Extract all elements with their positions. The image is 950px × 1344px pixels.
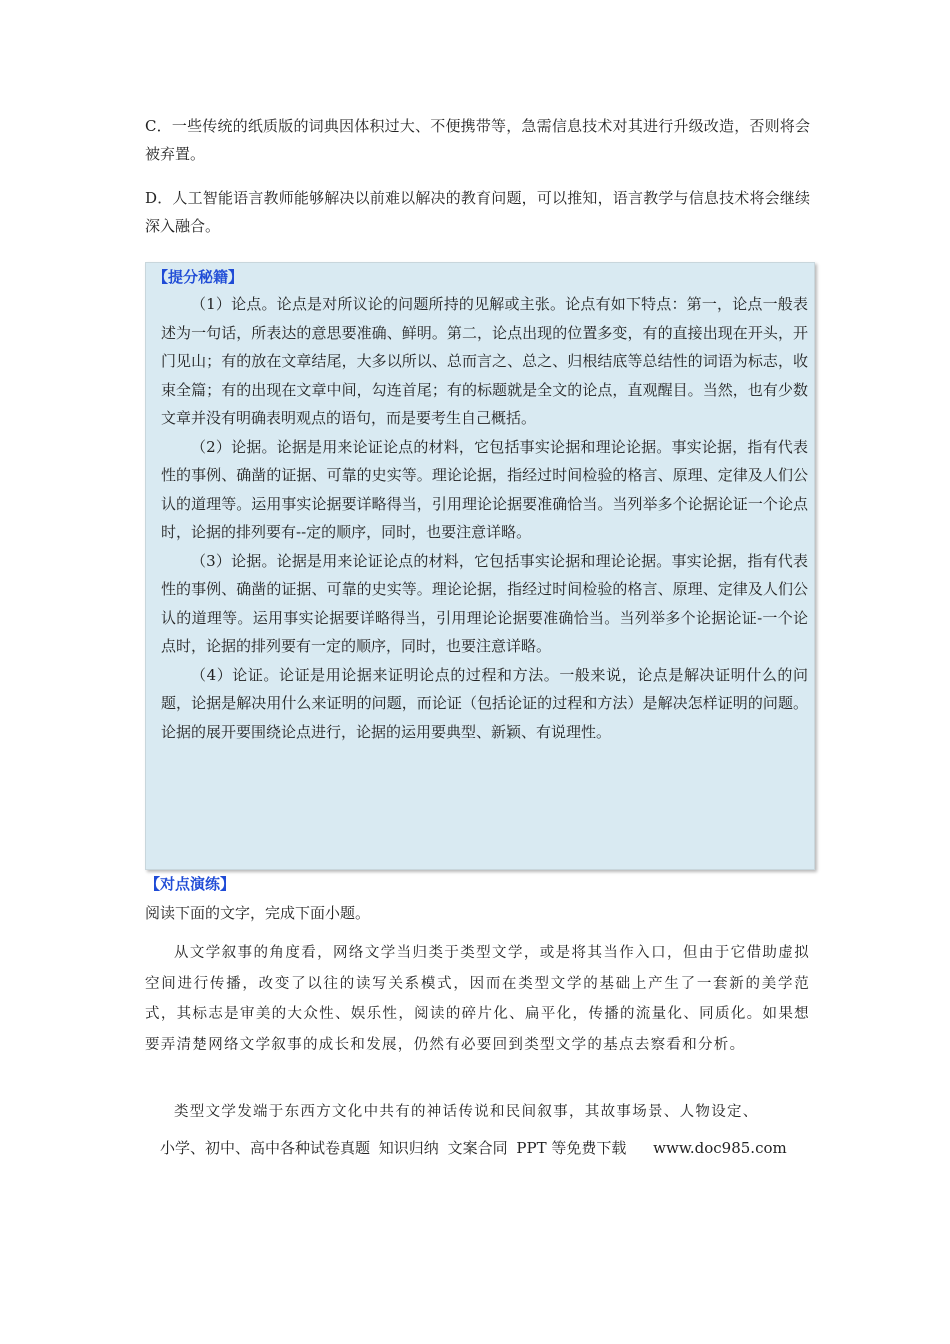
footer-item: 文案合同 xyxy=(447,1139,508,1157)
footer-item: 小学、初中、高中各种试卷真题 xyxy=(160,1139,371,1157)
passage-paragraph-1: 从文学叙事的角度看，网络文学当归类于类型文学，或是将其当作入口，但由于它借助虚拟空间进行传播，改变了以往的读写关系模式，因而在类型文学的基础上产生了一套新的美学范式，其标志是审美的大众性、娱乐性，阅读的碎片化、扁平化，传播的流量化、同质化。如果想要弄清楚网络文学叙事的成长和发展，仍然有必要回到类型文学的基点去察看和分析。 xyxy=(145,945,810,1053)
tip-paragraph-4: （4）论证。论证是用论据来证明论点的过程和方法。一般来说，论点是解决证明什么的问题，论据是解决用什么来证明的问题，而论证（包括论证的过程和方法）是解决怎样证明的问题。论据的展开要围绕论点进行，论据的运用要典型、新颖、有说理性。 xyxy=(161,665,808,741)
option-c: C．一些传统的纸质版的词典因体积过大、不便携带等，急需信息技术对其进行升级改造，否则将会被弃置。 xyxy=(145,117,810,163)
practice-title: 【对点演练】 xyxy=(145,875,236,893)
footer-item: PPT 等免费下载 xyxy=(516,1139,627,1157)
tips-box xyxy=(145,262,815,870)
footer-site-link[interactable]: www.doc985.com xyxy=(653,1139,787,1157)
practice-instruction: 阅读下面的文字，完成下面小题。 xyxy=(145,904,371,922)
tip-paragraph-2: （2）论据。论据是用来论证论点的材料，它包括事实论据和理论论据。事实论据，指有代表性的事例、确凿的证据、可靠的史实等。理论论据，指经过时间检验的格言、原理、定律及人们公认的道理等。运用事实论据要详略得当，引用理论论据要准确恰当。当列举多个论据论证一个论点时，论据的排列要有--定的顺序，同时，也要注意详略。 xyxy=(161,437,808,541)
passage-paragraph-2: 类型文学发端于东西方文化中共有的神话传说和民间叙事，其故事场景、人物设定、 xyxy=(174,1104,759,1120)
tips-title: 【提分秘籍】 xyxy=(153,268,244,286)
option-d: D．人工智能语言教师能够解决以前难以解决的教育问题，可以推知，语言教学与信息技术将会继续深入融合。 xyxy=(145,189,810,235)
tip-paragraph-3: （3）论据。论据是用来论证论点的材料，它包括事实论据和理论论据。事实论据，指有代表性的事例、确凿的证据、可靠的史实等。理论论据，指经过时间检验的格言、原理、定律及人们公认的道理等。运用事实论据要详略得当，引用理论论据要准确恰当。当列举多个论据论证-一个论点时，论据的排列要有一定的顺序，同时，也要注意详略。 xyxy=(161,551,808,655)
tip-paragraph-1: （1）论点。论点是对所议论的问题所持的见解或主张。论点有如下特点：第一，论点一般表述为一句话，所表达的意思要准确、鲜明。第二，论点出现的位置多变，有的直接出现在开头，开门见山；有的放在文章结尾，大多以所以、总而言之、总之、归根结底等总结性的词语为标志，收束全篇；有的出现在文章中间，勾连首尾；有的标题就是全文的论点，直观醒目。当然，也有少数文章并没有明确表明观点的语句，而是要考生自己概括。 xyxy=(161,295,808,427)
footer-item: 知识归纳 xyxy=(378,1139,439,1157)
page-footer xyxy=(160,1134,820,1162)
